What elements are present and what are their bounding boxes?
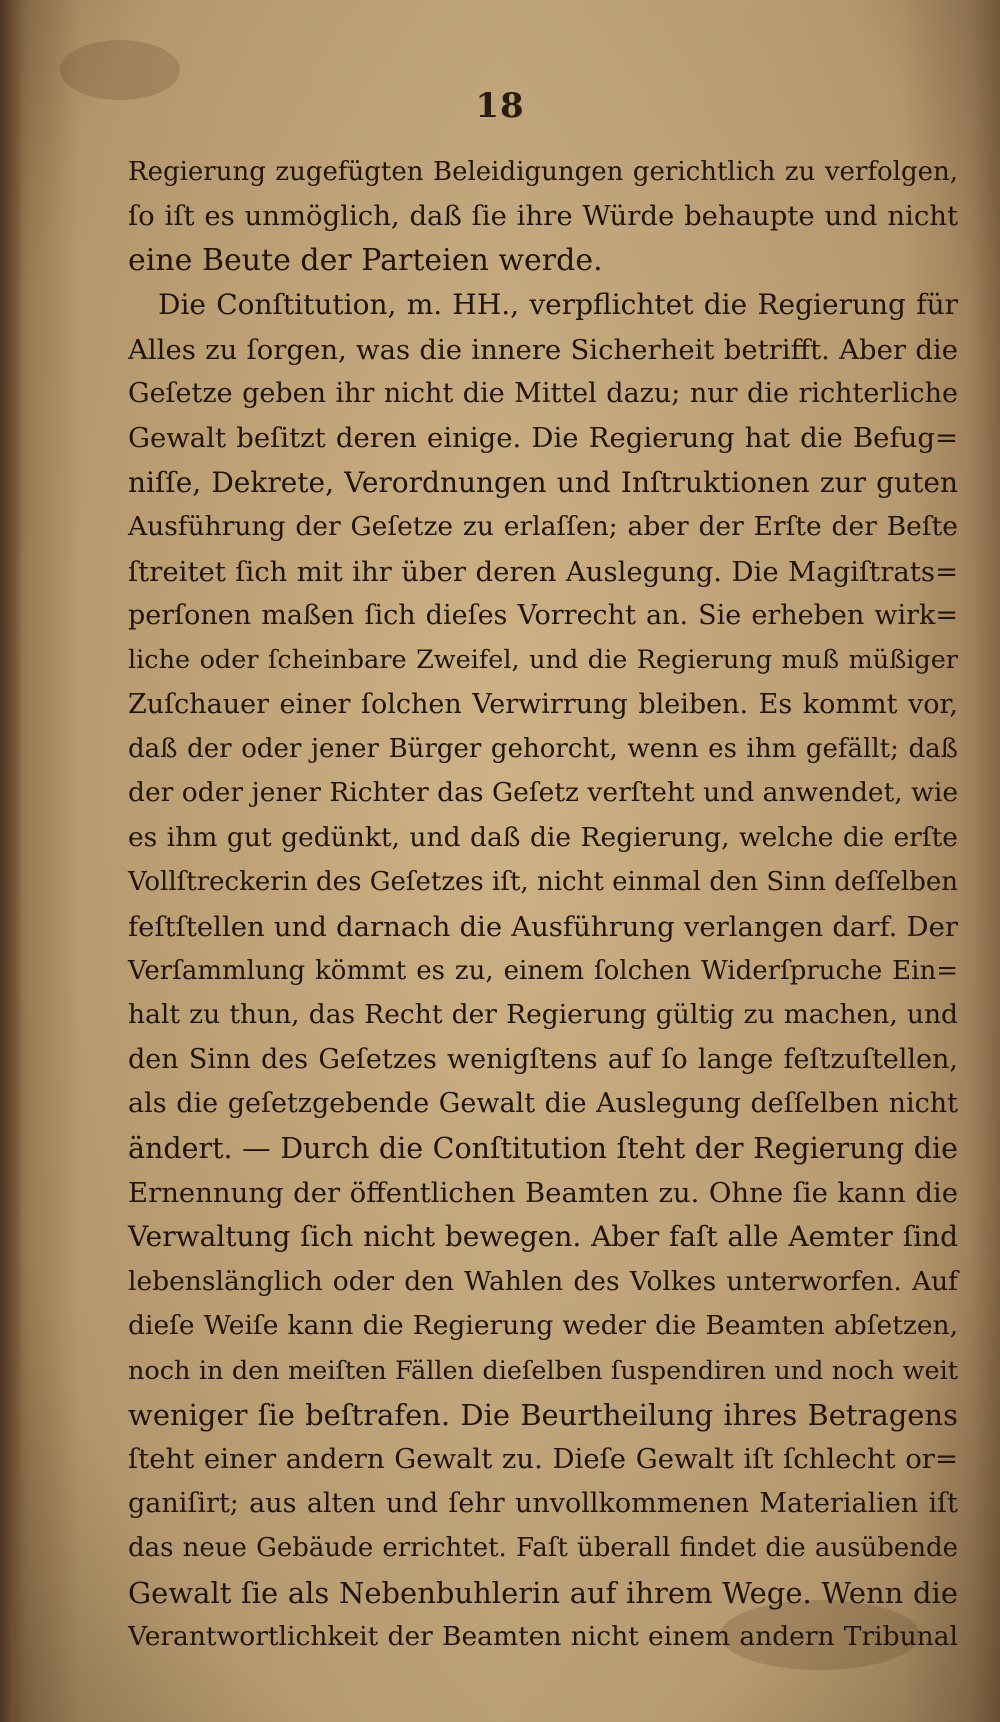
text-line: daß der oder jener Bürger gehorcht, wenn es ihm gefällt; daß [128,734,958,765]
text-line: halt zu thun, das Recht der Regierung gültig zu machen, und [128,999,958,1031]
text-line: als die geſetzgebende Gewalt die Auslegung deſſelben nicht [128,1088,958,1120]
text-line: Gewalt beſitzt deren einige. Die Regierung hat die Befug= [128,422,958,455]
text-line: ändert. — Durch die Conſtitution ſteht der Regierung die [128,1131,958,1165]
text-line: es ihm gut gedünkt, und daß die Regierung, welche die erſte [128,821,958,853]
text-line: ſteht einer andern Gewalt zu. Dieſe Gewalt iſt ſchlecht or= [128,1443,958,1476]
text-line: der oder jener Richter das Geſetz verſteht und anwendet, wie [128,777,958,809]
body-text [128,150,958,1659]
page-binding-edge [0,0,22,1722]
text-line: ſo iſt es unmöglich, daß ſie ihre Würde behaupte und nicht [128,200,958,233]
text-line: feſtſtellen und darnach die Ausführung verlangen darf. Der [128,910,958,943]
text-line: ganiſirt; aus alten und ſehr unvollkommenen Materialien iſt [128,1487,958,1519]
text-line: Verwaltung ſich nicht bewegen. Aber faſt alle Aemter ſind [128,1220,958,1254]
text-line: perſonen maßen ſich dieſes Vorrecht an. Sie erheben wirk= [128,599,958,631]
text-line: Verantwortlichkeit der Beamten nicht einem andern Tribunal [128,1620,958,1652]
text-line: den Sinn des Geſetzes wenigſtens auf ſo lange feſtzuſtellen, [128,1043,958,1075]
text-line: Geſetze geben ihr nicht die Mittel dazu; nur die richterliche [128,377,958,409]
text-line: Regierung zugefügten Beleidigungen gerichtlich zu verfolgen, [128,157,958,187]
text-line: Verſammlung kömmt es zu, einem ſolchen Widerſpruche Ein= [128,956,958,987]
text-line: liche oder ſcheinbare Zweifel, und die Regierung muß müßiger [128,645,958,676]
text-line: niſſe, Dekrete, Verordnungen und Inſtruktionen zur guten [128,465,958,499]
text-line: das neue Gebäude errichtet. Faſt überall findet die ausübende [128,1533,958,1564]
text-line: Ernennung der öffentlichen Beamten zu. Ohne ſie kann die [128,1176,958,1209]
page-number: 18 [475,86,525,126]
text-line: ſtreitet ſich mit ihr über deren Auslegung. Die Magiſtrats= [128,555,958,588]
text-line: Die Conſtitution, m. HH., verpflichtet die Regierung für [158,288,958,322]
text-line: Gewalt ſie als Nebenbuhlerin auf ihrem Wege. Wenn die [128,1575,958,1610]
text-line: Zuſchauer einer ſolchen Verwirrung bleiben. Es kommt vor, [128,688,958,720]
text-line: eine Beute der Parteien werde. [128,242,603,278]
text-line: Ausführung der Geſetze zu erlaſſen; aber der Erſte der Beſte [128,511,958,543]
text-line: noch in den meiſten Fällen dieſelben ſuspendiren und noch weit [128,1355,958,1386]
text-line: lebenslänglich oder den Wahlen des Volkes unterworfen. Auf [128,1265,958,1297]
text-line: Alles zu ſorgen, was die innere Sicherheit betrifft. Aber die [128,333,958,366]
text-line: Vollſtreckerin des Geſetzes iſt, nicht einmal den Sinn deſſelben [128,867,958,898]
text-line: weniger ſie beſtrafen. Die Beurtheilung ihres Betragens [128,1397,958,1432]
text-line: dieſe Weiſe kann die Regierung weder die Beamten abſetzen, [128,1310,958,1342]
